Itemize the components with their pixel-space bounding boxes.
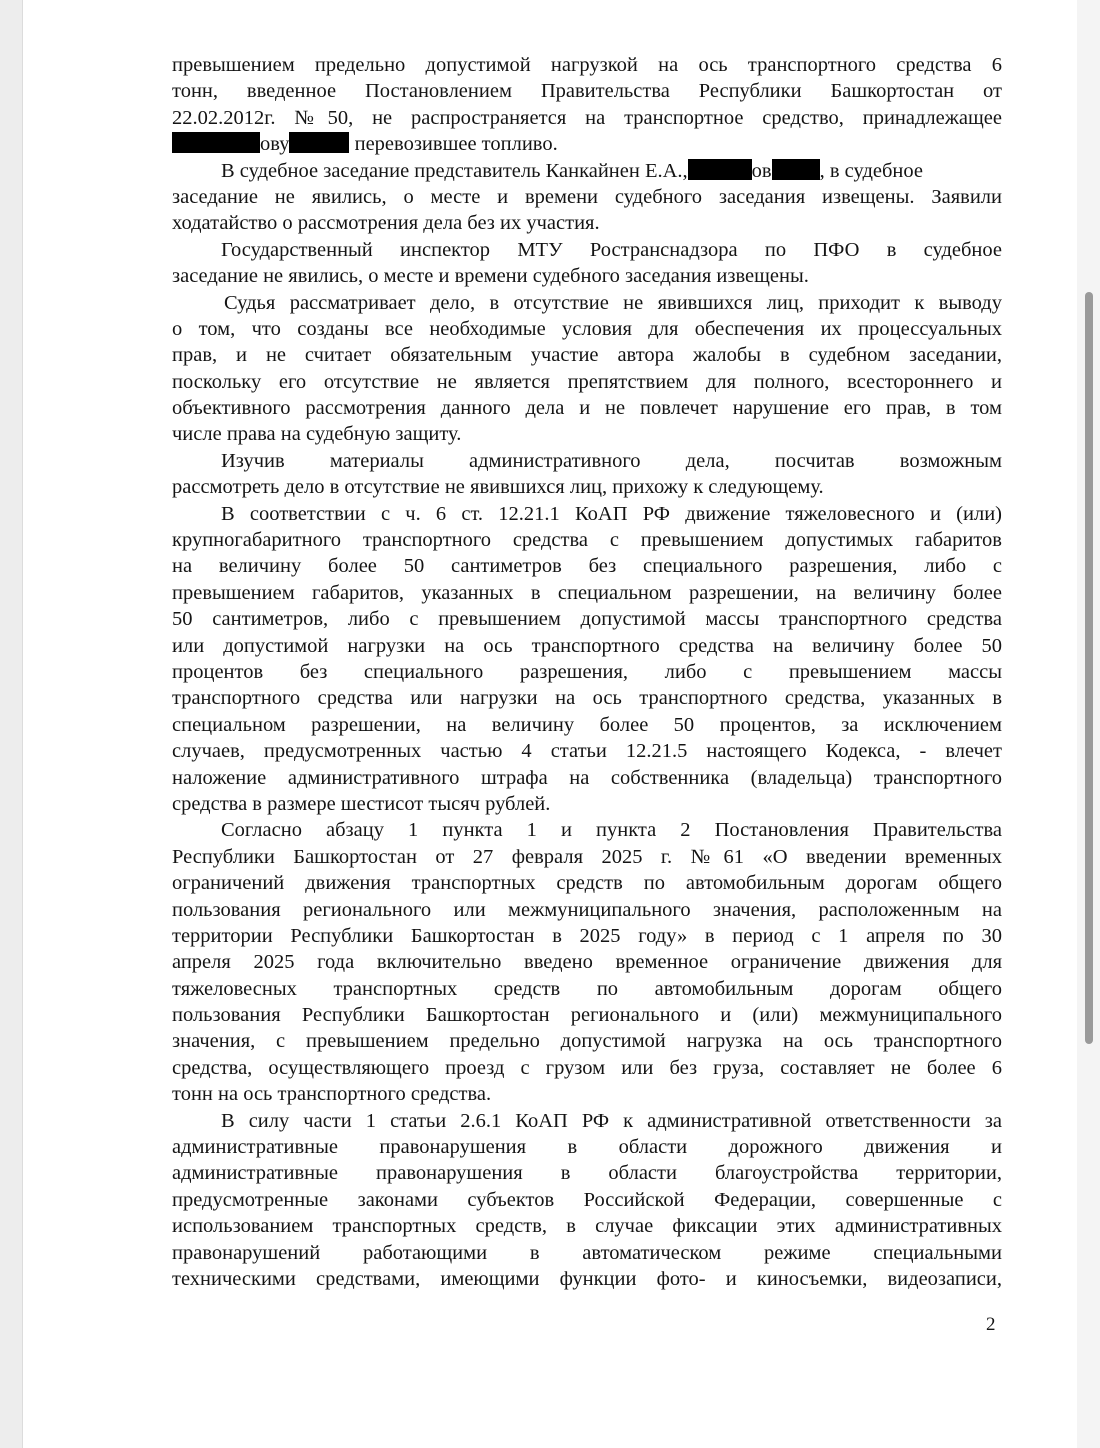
text-line: процентов без специального разрешения, либо с превышением массы [172,660,1002,683]
text-line: административные правонарушения в области дорожного движения и [172,1136,1002,1159]
text-line: заседание не явились, о месте и времени судебного заседания извещены. Заявили [172,185,1002,208]
text-line: предусмотренные законами субъектов Российской Федерации, совершенные с [172,1188,1002,1211]
text-line: техническими средствами, имеющими функции фото- и киносъемки, видеозаписи, [172,1267,1002,1290]
text-fragment: ов [751,159,772,182]
page-number: 2 [986,1314,996,1335]
text-line: специальном разрешении, на величину более 50 процентов, за исключением [172,713,1002,736]
text-line: использованием транспортных средств, в случае фиксации этих административных [172,1215,1002,1238]
text-line: тяжеловесных транспортных средств по автомобильным дорогам общего [172,977,1002,1000]
text-line: заседание не явились, о месте и времени судебного заседания извещены. [172,265,809,288]
text-line: о том, что созданы все необходимые условия для обеспечения их процессуальных [172,317,1002,340]
scrollbar-thumb[interactable] [1085,292,1093,1044]
redaction-bar [772,159,820,180]
text-line: случаев, предусмотренных частью 4 статьи 12.21.5 настоящего Кодекса, - влечет [172,740,1002,763]
text-line [172,158,1002,184]
text-line: на величину более 50 сантиметров без специального разрешения, либо с [172,555,1002,578]
text-line: пользования регионального или межмуниципального значения, расположенным на [172,898,1002,921]
text-line [172,131,1002,157]
text-fragment: перевозившее топливо. [354,133,558,156]
text-line: транспортного средства или нагрузки на ось транспортного средства, указанных в [172,687,1002,710]
text-line: средства в размере шестисот тысяч рублей. [172,792,551,815]
text-line: 22.02.2012г. №50, не распространяется на транспортное средство, принадлежащее [172,106,1002,129]
text-line: тонн на ось транспортного средства. [172,1083,492,1106]
text-line: числе права на судебную защиту. [172,423,462,446]
text-line: Республики Башкортостан от 27 февраля 2025 г. №61 «О введении временных [172,845,1002,868]
redaction-bar [688,159,752,180]
text-line: прав, и не считает обязательным участие автора жалобы в судебном заседании, [172,344,1002,367]
text-line: 50 сантиметров, либо с превышением допустимой массы транспортного средства [172,608,1002,631]
text-line: поскольку его отсутствие не является препятствием для полного, всестороннего и [172,370,1002,393]
text-fragment: ову [260,133,290,156]
text-line: значения, с превышением предельно допустимой нагрузка на ось транспортного [172,1030,1002,1053]
text-line: превышением предельно допустимой нагрузкой на ось транспортного средства 6 [172,54,1002,76]
text-line: средства, осуществляющего проезд с грузом или без груза, составляет не более 6 [172,1056,1002,1079]
redaction-bar [289,132,349,153]
text-line: территории Республики Башкортостан в 2025 году» в период с 1 апреля по 30 [172,924,1002,947]
text-line: наложение административного штрафа на собственника (владельца) транспортного [172,766,1002,789]
text-line: объективного рассмотрения данного дела и не повлечет нарушение его прав, в том [172,397,1002,420]
text-line: пользования Республики Башкортостан регионального и (или) межмуниципального [172,1004,1002,1027]
text-line: ограничений движения транспортных средств по автомобильным дорогам общего [172,872,1002,895]
text-line: апреля 2025 года включительно введено временное ограничение движения для [172,951,1002,974]
text-line: правонарушений работающими в автоматическом режиме специальными [172,1241,1002,1264]
text-line: Изучив материалы административного дела, посчитав возможным [221,449,1002,472]
document-body [172,52,1002,1292]
redaction-bar [172,132,260,153]
text-line: крупногабаритного транспортного средства с превышением допустимых габаритов [172,529,1002,552]
text-fragment: В судебное заседание представитель Канкайнен Е.А., [221,159,688,182]
text-line: Судья рассматривает дело, в отсутствие не явившихся лиц, приходит к выводу [224,291,1002,314]
text-line: В соответствии с ч. 6 ст. 12.21.1 КоАП РФ движение тяжеловесного и (или) [221,502,1002,525]
text-line: превышением габаритов, указанных в специальном разрешении, на величину более [172,581,1002,604]
text-line: В силу части 1 статьи 2.6.1 КоАП РФ к административной ответственности за [221,1109,1002,1132]
text-line: ходатайство о рассмотрения дела без их участия. [172,212,600,235]
text-line: тонн, введенное Постановлением Правительства Республики Башкортостан от [172,80,1002,103]
text-line: административные правонарушения в области благоустройства территории, [172,1162,1002,1185]
text-line: Согласно абзацу 1 пункта 1 и пункта 2 Постановления Правительства [221,819,1002,842]
text-line: рассмотреть дело в отсутствие не явившихся лиц, прихожу к следующему. [172,476,824,499]
text-fragment: , в судебное [819,159,923,182]
text-line: Государственный инспектор МТУ Ространснадзора по ПФО в судебное [221,238,1002,261]
text-line: или допустимой нагрузки на ось транспортного средства на величину более 50 [172,634,1002,657]
